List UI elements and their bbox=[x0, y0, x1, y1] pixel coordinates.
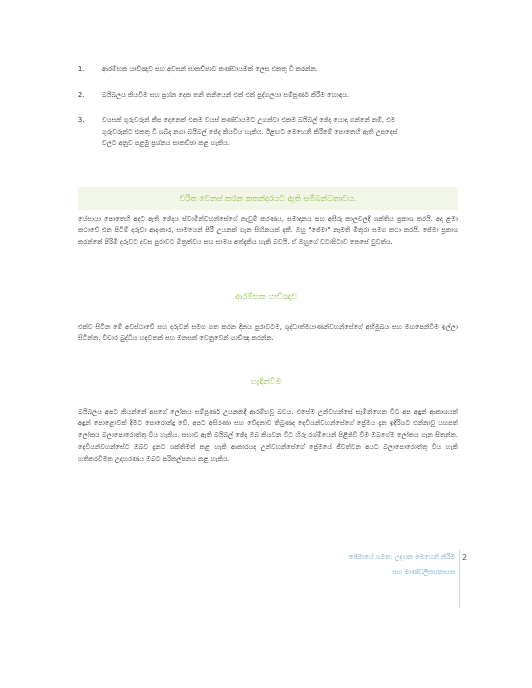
list-item-number: 3. bbox=[78, 116, 85, 124]
instruction-list bbox=[78, 64, 408, 161]
list-item bbox=[78, 115, 408, 150]
list-item-text: වයසක් ගුරුවරුන් කීප දෙනෙක් එකම වයස් කණ්ඩායමට උගන්වා එකම බයිබල් ඡේද යොදා ගන්නේ නම්, එම ගුරුවරුන්ට එකතු වී ශබ්ද නගා බයිබල් ඡේද කියවිය හැකිය. ඊළඟට මෙහෙනි කිරීමේ පොතෙහි ඇති උපදෙස් වලට අනුව පළමු ප්‍රශ්නය සාකච්ඡා කළ හැකිය. bbox=[102, 116, 398, 147]
intro-paragraph: යේසායා පොතෙහි අදට ඇති ඡේදය ස්වාමීන්වහන්සේගේ නැවුම් කරණය, සමාදානය සහ අසීරු කාලවලදී ශක්තිය ප්‍රකාශ කරයි. අද ළමා කථාවේ එන පිටිම් දරුවා ආදංකාර, සාමයෙන් පිරී උයනක් ගැන සිහිනයක් දකී. ඔහු "ජේමා" නැමති මිතුරා සමග කථා කරයි. ජේමා ප්‍රකාශ කරන්නේ පිරිමි දරුවට දවස පුරාවට මිත්‍රත්වය සහ සාමය අත්දැකිය හැකි බවයි. ඒ ඔහුගේ වටාපිටාව කෙසේ වුවත්ය. bbox=[78, 214, 458, 247]
list-item-text: බයිබලය කියවීම සහ ප්‍රශ්න දෙක තනි තනියෙන් එක් එක් පුද්ගලයා සම්පූර්ණ කිරීම හොඳය. bbox=[102, 90, 350, 99]
list-item-text: ආරම්භක යාච්ඤාව සහ අවසන් සාකච්ඡාව කණ්ඩායමක් ලෙස එකතු වී කරන්න. bbox=[102, 65, 318, 73]
footer-title-line2: සහ මාණ්ඩලිකා/නායක bbox=[392, 568, 455, 576]
introduction-heading: හැඳින්වීම bbox=[250, 377, 282, 386]
prayer-paragraph: එක්ව සිටින මේ අවස්ථාවේ සහ දරුවන් සමග ගත කරන දිනය පුරාවටම, ශුද්ධාත්මයාණන්වහන්සේගේ අභිමුඛය සහ මඟපෙන්වීම ඉල්ලා සිටින්න. විචාර බුද්ධිය හදවතක් සහ මනසක් වෙනුවෙන් යාච්ඤා කරන්න. bbox=[78, 322, 458, 343]
list-item bbox=[78, 64, 408, 76]
prayer-heading: ආරම්භක යාච්ඤාව bbox=[235, 292, 297, 301]
footer-divider bbox=[459, 550, 460, 608]
list-item-number: 1. bbox=[78, 65, 85, 73]
list-item-number: 2. bbox=[78, 90, 85, 99]
footer-title-line1: ජේමායේ ගමන: උද්‍යාන මෙහෙනි කිරීම bbox=[348, 553, 455, 561]
list-item bbox=[78, 90, 408, 102]
section-banner bbox=[78, 187, 458, 210]
page-number: 2 bbox=[462, 553, 468, 562]
banner-title: චරිත වෙනස් කරන කතන්දරයට ඇති සම්බන්ධතාවය. bbox=[179, 193, 357, 203]
introduction-paragraph: බයිබලය අපට කියන්නේ අපගේ ලෝකය සම්පූර්ණ උයනකදී ආරම්භවූ බවය. එසේම උන්වහන්සේ සැමින්ගෙන විට අප අඳුන් ආකාශයක් අඳුන් පොළොවක් දිමට පොරොන්දු වේ. අපට අසිරණා සහ වේදනාව තිබුණද දෙවියන්වහන්සේගේ ප්‍රේමය දැන ඉදිරියට එන්නාවූ යහපත් ලෝකය බලාපොරොත්තු විය හැකිය. සභාව ඇති බයිබල් ඡේද ඔබ කියවන විට හිරු රශ්මියෙන් පිළිඡ්ඩි වීම ඔබගේම ලෝකය ගැන සිතන්න. දෙවියන්වහන්සේට ඔබව දැනට ශක්තිමත් කළ හැකි ආකාරයද උන්වහන්සේගේ ප්‍රේමයේ ජීවත්වන අයට බලාපොරොත්තු විය හැකි හතිකරවීමක උදාහරණය ඔබට පරිකල්පනය කළ හැකිය. bbox=[78, 407, 458, 463]
